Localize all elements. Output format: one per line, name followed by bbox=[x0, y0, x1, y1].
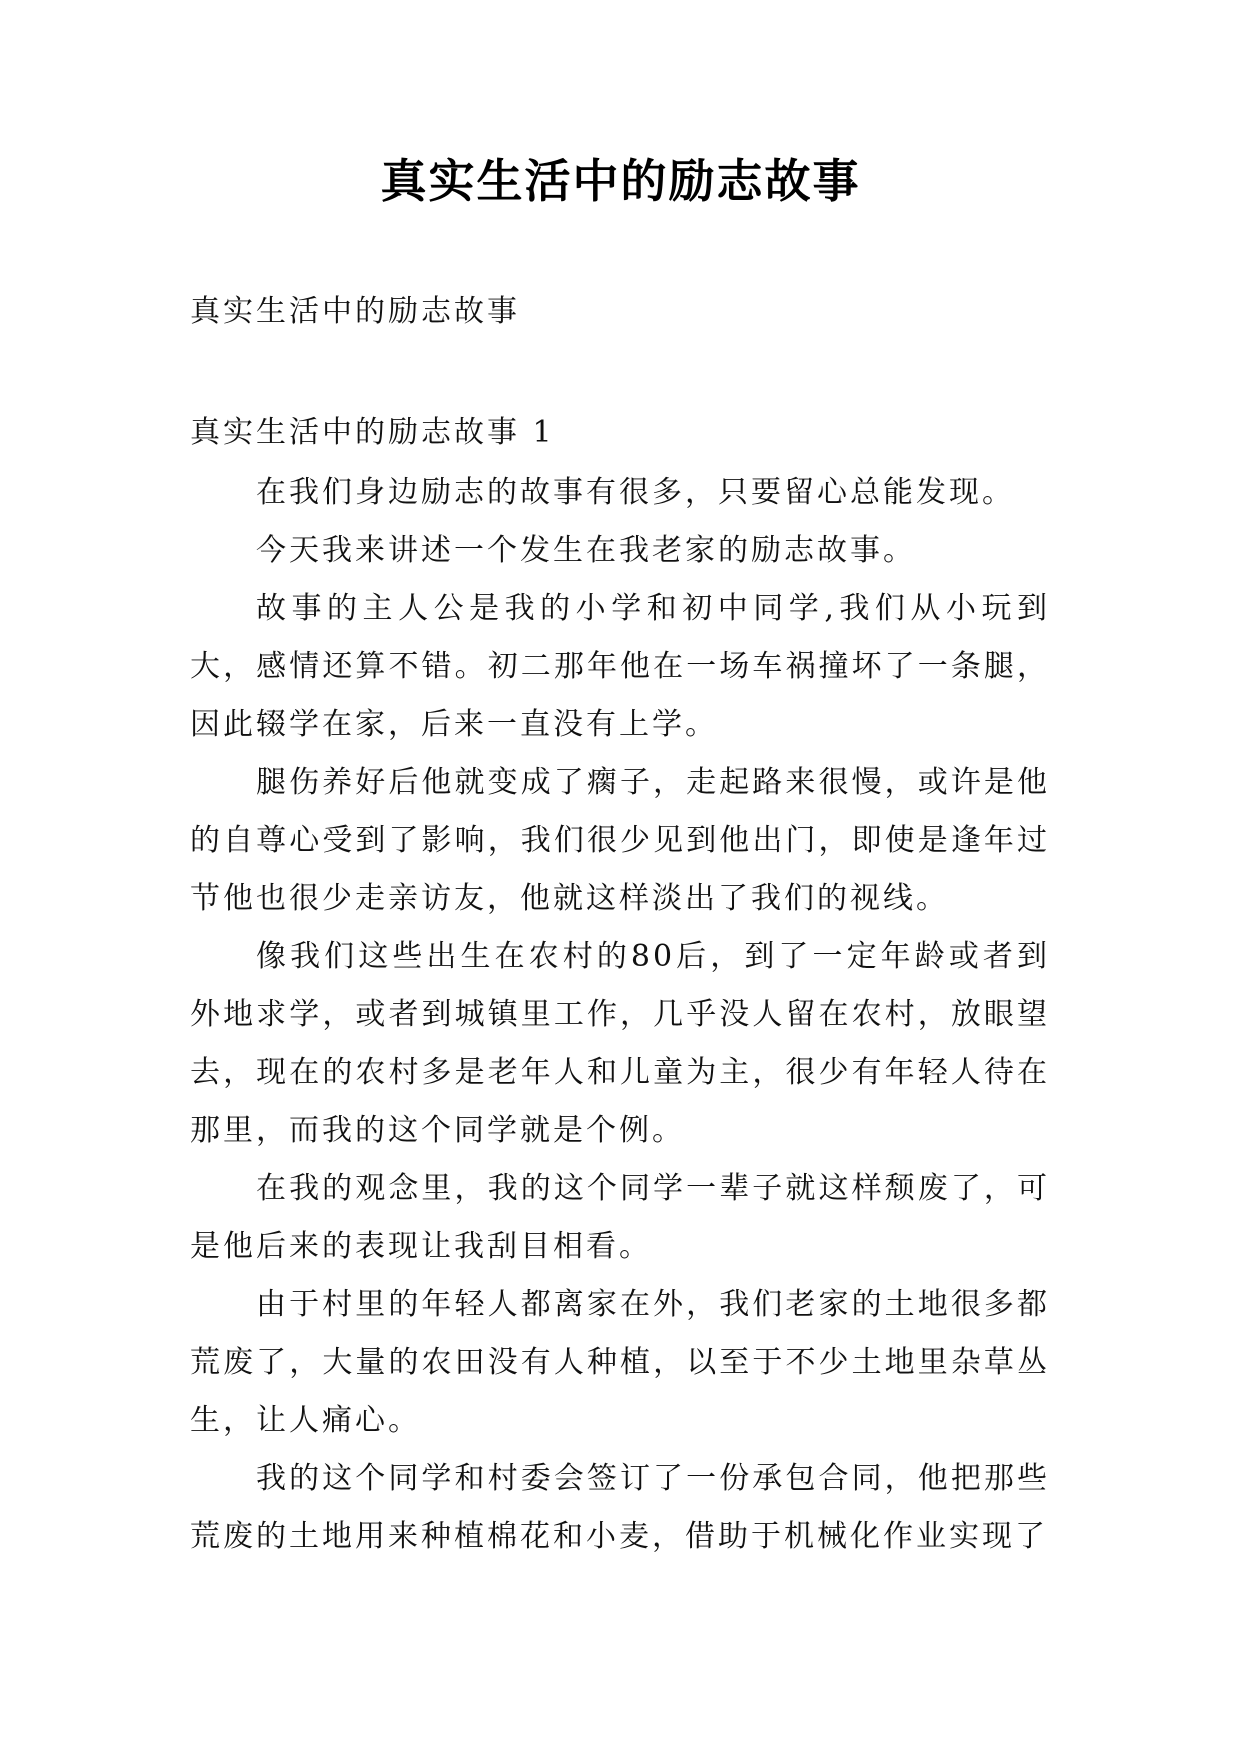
section-heading: 真实生活中的励志故事 1 bbox=[190, 415, 555, 450]
paragraph: 故事的主人公是我的小学和初中同学,我们从小玩到大，感情还算不错。初二那年他在一场车祸撞坏了一条腿，因此辍学在家，后来一直没有上学。 bbox=[190, 591, 1050, 742]
paragraph: 我的这个同学和村委会签订了一份承包合同，他把那些荒废的土地用来种植棉花和小麦，借助于机械化作业实现了 bbox=[190, 1461, 1050, 1554]
paragraph: 在我们身边励志的故事有很多，只要留心总能发现。 bbox=[256, 475, 1015, 510]
paragraph: 像我们这些出生在农村的80后，到了一定年龄或者到外地求学，或者到城镇里工作，几乎没人留在农村，放眼望去，现在的农村多是老年人和儿童为主，很少有年轻人待在那里，而我的这个同学就是个例。 bbox=[190, 939, 1050, 1148]
paragraph: 由于村里的年轻人都离家在外，我们老家的土地很多都荒废了，大量的农田没有人种植，以至于不少土地里杂草丛生，让人痛心。 bbox=[190, 1287, 1050, 1438]
paragraph: 腿伤养好后他就变成了瘸子，走起路来很慢，或许是他的自尊心受到了影响，我们很少见到他出门，即使是逢年过节他也很少走亲访友，他就这样淡出了我们的视线。 bbox=[190, 765, 1050, 916]
paragraph: 今天我来讲述一个发生在我老家的励志故事。 bbox=[256, 533, 916, 568]
document-body bbox=[190, 464, 1050, 1566]
paragraph: 在我的观念里，我的这个同学一辈子就这样颓废了，可是他后来的表现让我刮目相看。 bbox=[190, 1171, 1050, 1264]
document-subtitle: 真实生活中的励志故事 bbox=[190, 294, 520, 329]
document-title: 真实生活中的励志故事 bbox=[380, 154, 861, 208]
